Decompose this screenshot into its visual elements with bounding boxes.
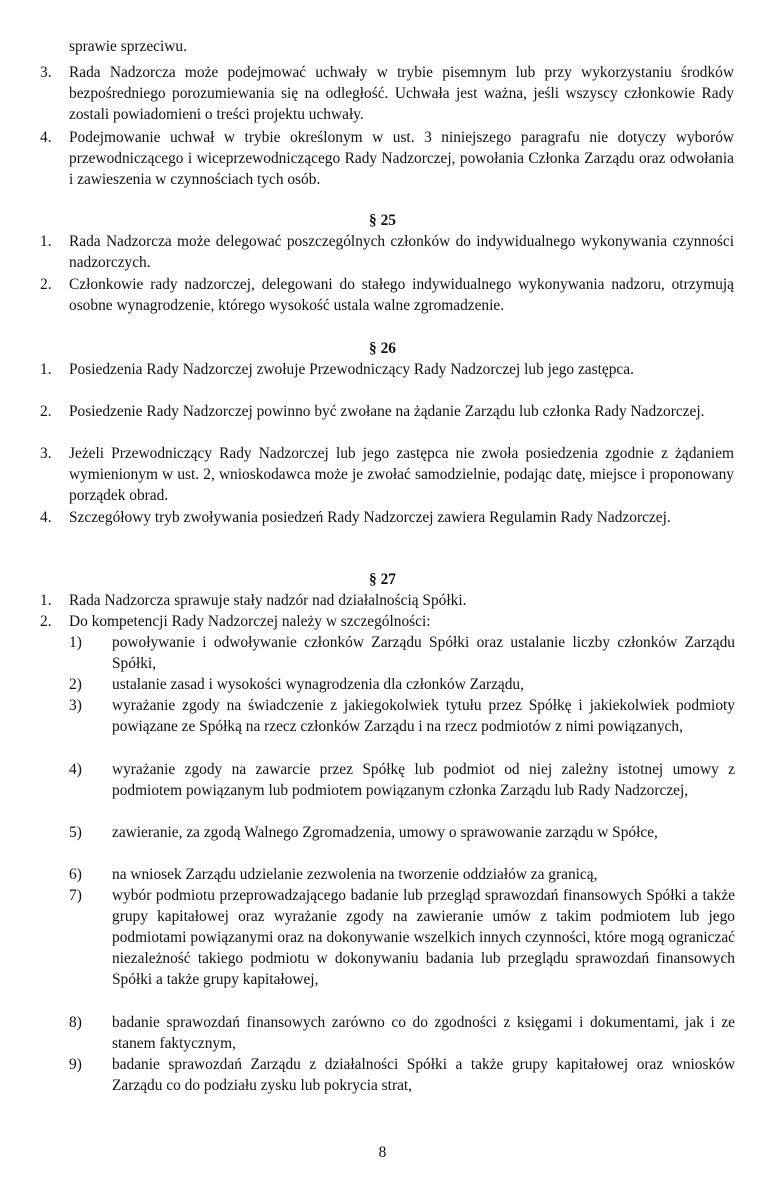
item-number: 2. <box>40 403 52 420</box>
item-text: Do kompetencji Rady Nadzorczej należy w szczególności: <box>69 613 431 630</box>
subitem-number: 5) <box>69 824 82 841</box>
section27-item <box>0 611 765 632</box>
section-heading: § 26 <box>369 340 396 357</box>
section27-item <box>0 590 765 611</box>
subitem-number: 7) <box>69 887 82 904</box>
section27-subitem <box>0 1012 765 1054</box>
subitem-number: 1) <box>69 634 82 651</box>
item-number: 4. <box>40 509 52 526</box>
subitem-text: wyrażanie zgody na świadczenie z jakiegokolwiek tytułu przez Spółkę i jakiekolwiek podmioty powiązane ze Spółką na rzecz członków Zarządu i na rzecz podmiotów z nimi powiązanych, <box>112 697 735 735</box>
continuation-text <box>0 36 765 57</box>
page-number: 8 <box>378 1144 387 1161</box>
section25-item <box>0 231 765 273</box>
item-text: Posiedzenia Rady Nadzorczej zwołuje Przewodniczący Rady Nadzorczej lub jego zastępca. <box>69 361 634 378</box>
subitem-text: na wniosek Zarządu udzielanie zezwolenia na tworzenie oddziałów za granicą, <box>112 866 598 883</box>
item-text: Szczegółowy tryb zwoływania posiedzeń Rady Nadzorczej zawiera Regulamin Rady Nadzorczej. <box>69 509 671 526</box>
item-text: Rada Nadzorcza sprawuje stały nadzór nad działalnością Spółki. <box>69 592 467 609</box>
section26-item <box>0 443 765 506</box>
section27-subitem <box>0 759 765 801</box>
item-number: 3. <box>40 445 52 462</box>
item-number: 3. <box>40 64 52 81</box>
section26-item <box>0 507 765 528</box>
item-text: Podejmowanie uchwał w trybie określonym w ust. 3 niniejszego paragrafu nie dotyczy wyborów przewodniczącego i wiceprzewodniczącego Rady Nadzorczej, powołania Członka Zarządu oraz odwołania i zawieszenia w czynnościach tych osób. <box>69 129 734 188</box>
section27-subitem <box>0 674 765 695</box>
subitem-number: 9) <box>69 1056 82 1073</box>
item-text: Rada Nadzorcza może podejmować uchwały w trybie pisemnym lub przy wykorzystaniu środków bezpośredniego porozumiewania się na odległość. Uchwała jest ważna, jeśli wszyscy członkowie Rady zostali powiadomieni o treści projektu uchwały. <box>69 64 734 123</box>
subitem-text: wyrażanie zgody na zawarcie przez Spółkę lub podmiot od niej zależny istotnej umowy z podmiotem powiązanym lub podmiotem powiązanym członka Zarządu lub Rady Nadzorczej, <box>112 761 735 799</box>
section26-item <box>0 359 765 380</box>
item-number: 4. <box>40 129 52 146</box>
item-number: 2. <box>40 613 52 630</box>
item-text: Członkowie rady nadzorczej, delegowani do stałego indywidualnego wykonywania nadzoru, otrzymują osobne wynagrodzenie, którego wysokość ustala walne zgromadzenie. <box>69 276 734 314</box>
subitem-number: 8) <box>69 1014 82 1031</box>
section-heading: § 27 <box>369 571 396 588</box>
subitem-text: badanie sprawozdań Zarządu z działalności Spółki a także grupy kapitałowej oraz wniosków Zarządu co do podziału zysku lub pokrycia strat, <box>112 1056 735 1094</box>
subitem-text: badanie sprawozdań finansowych zarówno co do zgodności z księgami i dokumentami, jak i ze stanem faktycznym, <box>112 1014 735 1052</box>
subitem-number: 4) <box>69 761 82 778</box>
item-number: 2. <box>40 276 52 293</box>
item-text: Jeżeli Przewodniczący Rady Nadzorczej lub jego zastępca nie zwoła posiedzenia zgodnie z żądaniem wymienionym w ust. 2, wnioskodawca może je zwołać samodzielnie, podając datę, miejsce i proponowany porządek obrad. <box>69 445 734 504</box>
subitem-number: 6) <box>69 866 82 883</box>
section27-subitem <box>0 1054 765 1096</box>
subitem-text: ustalanie zasad i wysokości wynagrodzenia dla członków Zarządu, <box>112 676 524 693</box>
item-number: 1. <box>40 592 52 609</box>
section27-subitem <box>0 885 765 990</box>
section27-subitem <box>0 822 765 843</box>
section25-item <box>0 274 765 316</box>
item-text: Posiedzenie Rady Nadzorczej powinno być zwołane na żądanie Zarządu lub członka Rady Nadzorczej. <box>69 403 705 420</box>
section27-subitem <box>0 864 765 885</box>
section27-subitem <box>0 695 765 737</box>
subitem-text: wybór podmiotu przeprowadzającego badanie lub przegląd sprawozdań finansowych Spółki a także grupy kapitałowej oraz wyrażanie zgody na zawieranie umów z takim podmiotem lub jego podmiotami powiązanymi oraz na dokonywanie wszelkich innych czynności, które mogą ograniczać niezależność takiego podmiotu w dokonywaniu badania lub przeglądu sprawozdań finansowych Spółki a także grupy kapitałowej, <box>112 887 735 988</box>
subitem-number: 2) <box>69 676 82 693</box>
item-text: Rada Nadzorcza może delegować poszczególnych członków do indywidualnego wykonywania czynności nadzorczych. <box>69 233 734 271</box>
subitem-number: 3) <box>69 697 82 714</box>
item-number: 1. <box>40 361 52 378</box>
section-heading: § 25 <box>369 212 396 229</box>
continuation-line: sprawie sprzeciwu. <box>69 38 187 55</box>
section24-item <box>0 62 765 125</box>
section26-item <box>0 401 765 422</box>
subitem-text: powoływanie i odwoływanie członków Zarządu Spółki oraz ustalanie liczby członków Zarządu Spółki, <box>112 634 735 672</box>
item-number: 1. <box>40 233 52 250</box>
section27-subitem <box>0 632 765 674</box>
subitem-text: zawieranie, za zgodą Walnego Zgromadzenia, umowy o sprawowanie zarządu w Spółce, <box>112 824 658 841</box>
section24-item <box>0 127 765 190</box>
